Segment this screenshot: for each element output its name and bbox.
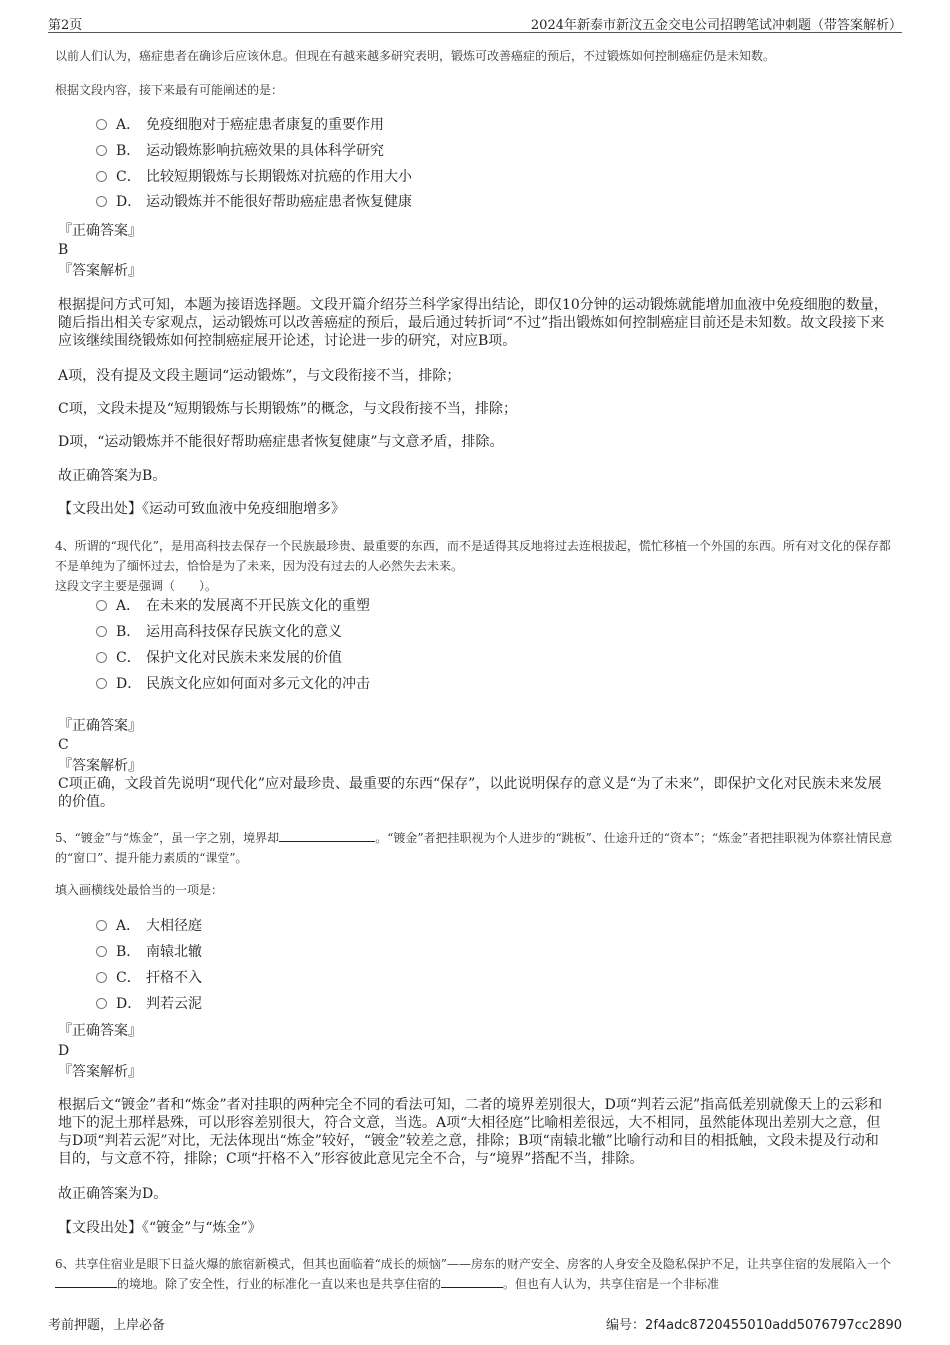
q3-option-c[interactable]: C． 比较短期锻炼与长期锻炼对抗癌的作用大小	[96, 166, 412, 188]
radio-icon[interactable]	[96, 145, 107, 156]
q3-option-d[interactable]: D． 运动锻炼并不能很好帮助癌症患者恢复健康	[96, 191, 412, 213]
radio-icon[interactable]	[96, 652, 107, 663]
page-number: 第2页	[48, 18, 83, 33]
footer-code: 编号：2f4adc8720455010add5076797cc2890	[606, 1318, 902, 1333]
q5-answer: D	[58, 1043, 70, 1059]
q4-answer: C	[58, 737, 69, 753]
q3-passage: 以前人们认为，癌症患者在确诊后应该休息。但现在有越来越多研究表明，锻炼可改善癌症的预后，不过锻炼如何控制癌症仍是未知数。	[55, 49, 776, 63]
q3-question: 根据文段内容，接下来最有可能阐述的是：	[55, 83, 284, 97]
q5-option-c[interactable]: C． 扞格不入	[96, 967, 202, 989]
q5-question: 填入画横线处最恰当的一项是：	[55, 883, 224, 897]
q5-conclusion: 故正确答案为D。	[58, 1186, 168, 1202]
q3-option-b[interactable]: B． 运动锻炼影响抗癌效果的具体科学研究	[96, 140, 384, 162]
q4-analysis: C项正确，文段首先说明“现代化”应对最珍贵、最重要的东西“保存”，以此说明保存的意义是“为了未来”，即保护文化对民族未来发展的价值。	[58, 776, 882, 810]
q6-stem: 6、共享住宿业是眼下日益火爆的旅宿新模式，但其也面临着“成长的烦恼”——房东的财产安全、房客的人身安全及隐私保护不足，让共享住宿的发展陷入一个的境地。除了安全性，行业的标准化一直以来也是共享住宿的 。但也有人认为，共享住宿是一个非标准	[55, 1257, 891, 1291]
radio-icon[interactable]	[96, 920, 107, 931]
fill-blank[interactable]	[441, 1275, 503, 1288]
q3-note-c: C项，文段未提及“短期锻炼与长期锻炼”的概念，与文段衔接不当，排除；	[58, 401, 518, 417]
fill-blank[interactable]	[55, 1275, 117, 1288]
radio-icon[interactable]	[96, 678, 107, 689]
radio-icon[interactable]	[96, 946, 107, 957]
q5-option-b[interactable]: B． 南辕北辙	[96, 941, 202, 963]
q5-analysis-label: 『答案解析』	[58, 1064, 142, 1080]
radio-icon[interactable]	[96, 119, 107, 130]
q4-option-d[interactable]: D． 民族文化应如何面对多元文化的冲击	[96, 673, 370, 695]
q3-answer-label: 『正确答案』	[58, 223, 142, 239]
q3-analysis: 根据提问方式可知，本题为接语选择题。文段开篇介绍芬兰科学家得出结论，即仅10分钟的运动锻炼就能增加血液中免疫细胞的数量，随后指出相关专家观点，运动锻炼可以改善癌症的预后，最后通过转折词“不过”指出锻炼如何控制癌症目前还是未知数。故文段接下来应该继续围绕锻炼如何控制癌症展开论述，讨论进一步的研究，对应B项。	[58, 297, 888, 349]
radio-icon[interactable]	[96, 626, 107, 637]
q5-analysis: 根据后文“镀金”者和“炼金”者对挂职的两种完全不同的看法可知，二者的境界差别很大，D项“判若云泥”指高低差别就像天上的云彩和地下的泥土那样悬殊，可以形容差别很大，符合文意，当选。A项“大相径庭”比喻相差很远，大不相同，虽然能体现出差别大之意，但与D项“判若云泥”对比，无法体现出“炼金”较好，“镀金”较差之意，排除；B项“南辕北辙”比喻行动和目的相抵触，文段未提及行动和目的，与文意不符，排除；C项“扞格不入”形容彼此意见完全不合，与“境界”搭配不当，排除。	[58, 1097, 883, 1167]
footer-slogan: 考前押题，上岸必备	[48, 1318, 166, 1333]
radio-icon[interactable]	[96, 998, 107, 1009]
q3-note-a: A项，没有提及文段主题词“运动锻炼”，与文段衔接不当，排除；	[58, 368, 461, 384]
q4-option-b[interactable]: B． 运用高科技保存民族文化的意义	[96, 621, 342, 643]
q4-stem: 4、所谓的“现代化”，是用高科技去保存一个民族最珍贵、最重要的东西，而不是适得其反地将过去连根拔起，慌忙移植一个外国的东西。所有对文化的保存都不是单纯为了缅怀过去，恰恰是为了未来，因为没有过去的人必然失去未来。	[55, 539, 891, 573]
radio-icon[interactable]	[96, 196, 107, 207]
q5-source: 【文段出处】《“镀金”与“炼金”》	[58, 1220, 262, 1236]
q3-analysis-label: 『答案解析』	[58, 263, 142, 279]
q5-stem: 5、“镀金”与“炼金”，虽一字之别，境界却 。“镀金”者把挂职视为个人进步的“跳板”、仕途升迁的“资本”；“炼金”者把挂职视为体察社情民意的“窗口”、提升能力素质的“课堂”。	[55, 831, 893, 865]
q3-conclusion: 故正确答案为B。	[58, 468, 167, 484]
q4-question: 这段文字主要是强调（ ）。	[55, 579, 218, 593]
q5-option-a[interactable]: A． 大相径庭	[96, 915, 202, 937]
q5-answer-label: 『正确答案』	[58, 1023, 142, 1039]
q4-answer-label: 『正确答案』	[58, 718, 142, 734]
radio-icon[interactable]	[96, 171, 107, 182]
q3-note-d: D项，“运动锻炼并不能很好帮助癌症患者恢复健康”与文意矛盾，排除。	[58, 434, 504, 450]
q3-source: 【文段出处】《运动可致血液中免疫细胞增多》	[58, 501, 345, 517]
document-title: 2024年新泰市新汶五金交电公司招聘笔试冲刺题（带答案解析）	[530, 18, 902, 33]
fill-blank[interactable]	[279, 829, 375, 842]
q3-answer: B	[58, 242, 69, 258]
q4-analysis-label: 『答案解析』	[58, 758, 142, 774]
q3-option-a[interactable]: A． 免疫细胞对于癌症患者康复的重要作用	[96, 114, 384, 136]
page-header	[48, 10, 902, 33]
radio-icon[interactable]	[96, 600, 107, 611]
q4-option-c[interactable]: C． 保护文化对民族未来发展的价值	[96, 647, 342, 669]
q4-option-a[interactable]: A． 在未来的发展离不开民族文化的重塑	[96, 595, 370, 617]
q5-option-d[interactable]: D． 判若云泥	[96, 993, 202, 1015]
radio-icon[interactable]	[96, 972, 107, 983]
